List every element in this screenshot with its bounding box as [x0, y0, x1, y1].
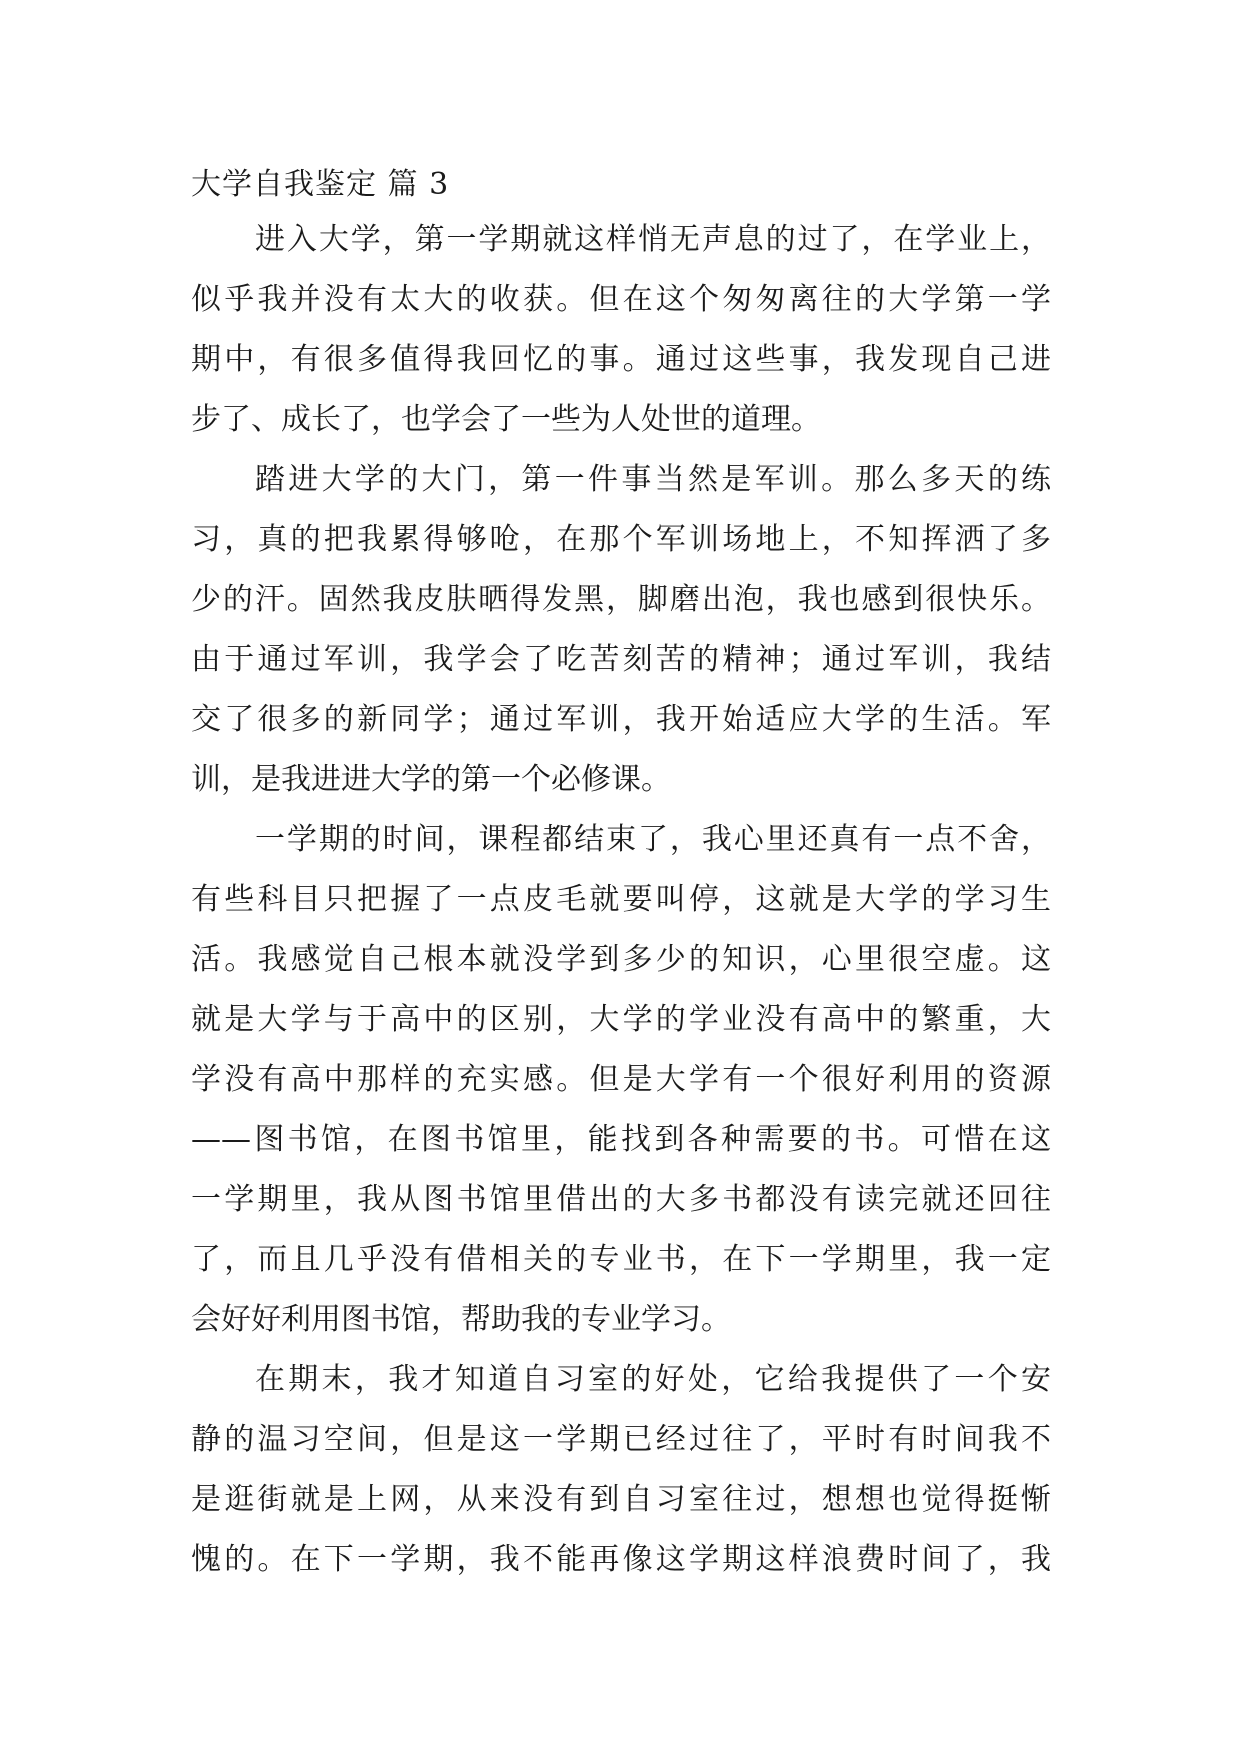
paragraph-1 — [191, 210, 1051, 450]
text-line: 步了、成长了，也学会了一些为人处世的道理。 — [191, 402, 821, 437]
text-line: 有些科目只把握了一点皮毛就要叫停，这就是大学的学习生 — [191, 882, 1051, 917]
text-line: 愧的。在下一学期，我不能再像这学期这样浪费时间了，我 — [191, 1542, 1051, 1577]
text-line: 少的汗。固然我皮肤晒得发黑，脚磨出泡，我也感到很快乐。 — [191, 582, 1051, 617]
text-line: 期中，有很多值得我回忆的事。通过这些事，我发现自己进 — [191, 342, 1051, 377]
text-line: 训，是我进进大学的第一个必修课。 — [191, 762, 671, 797]
text-line: 踏进大学的大门，第一件事当然是军训。那么多天的练 — [255, 462, 1051, 497]
text-line: 在期末，我才知道自习室的好处，它给我提供了一个安 — [255, 1362, 1051, 1397]
paragraph-3 — [191, 810, 1051, 1350]
document-body — [191, 165, 1051, 1590]
text-line: 由于通过军训，我学会了吃苦刻苦的精神；通过军训，我结 — [191, 642, 1051, 677]
paragraph-2 — [191, 450, 1051, 810]
text-line: 是逛街就是上网，从来没有到自习室往过，想想也觉得挺惭 — [191, 1482, 1051, 1517]
text-line: ——图书馆，在图书馆里，能找到各种需要的书。可惜在这 — [191, 1122, 1051, 1157]
text-line: 一学期的时间，课程都结束了，我心里还真有一点不舍， — [255, 822, 1051, 857]
text-line: 就是大学与于高中的区别，大学的学业没有高中的繁重，大 — [191, 1002, 1051, 1037]
paragraph-4 — [191, 1350, 1051, 1590]
text-line: 交了很多的新同学；通过军训，我开始适应大学的生活。军 — [191, 702, 1051, 737]
text-line: 活。我感觉自己根本就没学到多少的知识，心里很空虚。这 — [191, 942, 1051, 977]
text-line: 似乎我并没有太大的收获。但在这个匆匆离往的大学第一学 — [191, 282, 1051, 317]
text-line: 进入大学，第一学期就这样悄无声息的过了，在学业上， — [255, 222, 1051, 257]
text-line: 会好好利用图书馆，帮助我的专业学习。 — [191, 1302, 731, 1337]
text-line: 习，真的把我累得够呛，在那个军训场地上，不知挥洒了多 — [191, 522, 1051, 557]
text-line: 了，而且几乎没有借相关的专业书，在下一学期里，我一定 — [191, 1242, 1051, 1277]
text-line: 静的温习空间，但是这一学期已经过往了，平时有时间我不 — [191, 1422, 1051, 1457]
document-title: 大学自我鉴定 篇 3 — [191, 167, 450, 202]
text-line: 学没有高中那样的充实感。但是大学有一个很好利用的资源 — [191, 1062, 1051, 1097]
text-line: 一学期里，我从图书馆里借出的大多书都没有读完就还回往 — [191, 1182, 1051, 1217]
